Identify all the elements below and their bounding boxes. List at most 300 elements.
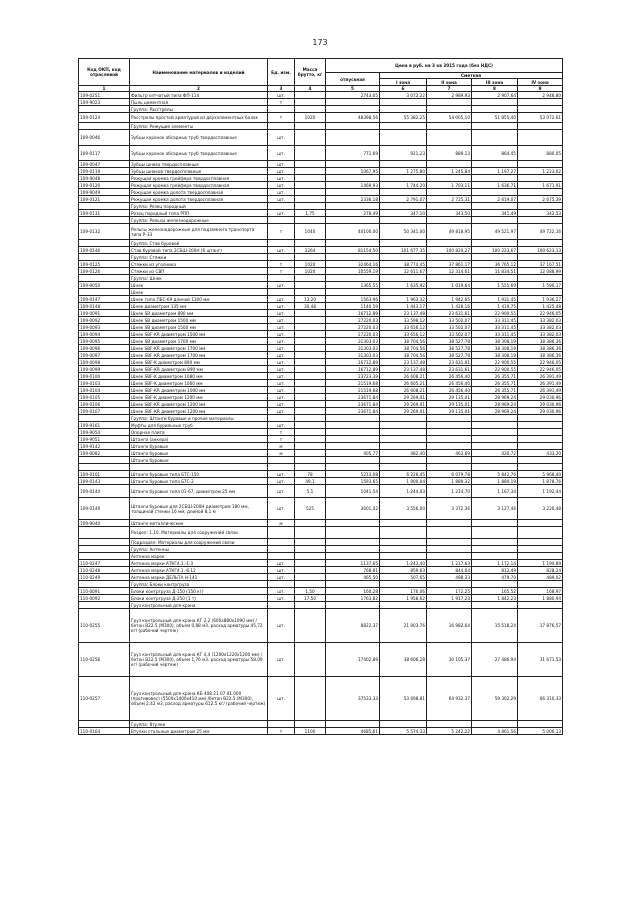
- cell-unit: [268, 527, 295, 539]
- cell-unit: шт.: [268, 373, 295, 380]
- cell-zone-3-price: [472, 106, 518, 113]
- cell-zone-1-price: [380, 123, 427, 130]
- cell-name: Шнек SBF-K диаметром 1060 мм: [130, 380, 268, 387]
- cell-mass: 78: [295, 471, 326, 478]
- cell-name: Группа: Став буровой: [130, 240, 268, 247]
- cell-zone-1-price: 3 072,22: [380, 92, 427, 99]
- cell-unit: шт.: [268, 485, 295, 498]
- table-row: [79, 574, 563, 581]
- cell-zone-4-price: [518, 203, 563, 210]
- cell-zone-3-price: [472, 289, 518, 296]
- cell-mass: [295, 429, 326, 436]
- cell-zone-3-price: 36 765,12: [472, 261, 518, 268]
- cell-zone-3-price: [472, 203, 518, 210]
- cell-zone-3-price: 22 900,55: [472, 310, 518, 317]
- header-zone-1: I зона: [380, 79, 427, 86]
- cell-release-price: 1365,55: [326, 282, 380, 289]
- cell-zone-2-price: [427, 436, 472, 443]
- table-row: [79, 268, 563, 275]
- cell-name: Шнек типа ПБС-69 длиной 1300 мм: [130, 296, 268, 303]
- cell-unit: м: [268, 450, 295, 457]
- table-row: [79, 553, 563, 560]
- cell-zone-4-price: 2 675,39: [518, 196, 563, 203]
- cell-zone-2-price: 1 942,65: [427, 296, 472, 303]
- cell-code: 110-0164: [79, 728, 130, 735]
- cell-release-price: 768,81: [326, 567, 380, 574]
- cell-mass: [295, 394, 326, 401]
- cell-zone-2-price: [427, 553, 472, 560]
- cell-zone-1-price: 23 137,48: [380, 359, 427, 366]
- cell-code: 109-0117: [79, 146, 130, 161]
- table-row: [79, 359, 563, 366]
- cell-mass: [295, 422, 326, 429]
- cell-name: Подраздел: Материалы для сооружений связи: [130, 539, 268, 546]
- cell-unit: [268, 539, 295, 546]
- cell-name: Штанги буровые: [130, 450, 268, 457]
- column-number: 4: [295, 86, 326, 92]
- cell-code: [79, 289, 130, 296]
- header-zone-3: III зона: [472, 79, 518, 86]
- cell-zone-2-price: [427, 275, 472, 282]
- cell-zone-1-price: [380, 443, 427, 450]
- cell-release-price: [326, 422, 380, 429]
- cell-zone-4-price: [518, 443, 563, 450]
- cell-code: 109-9051: [79, 436, 130, 443]
- cell-code: 109-0120: [79, 182, 130, 189]
- cell-unit: шт.: [268, 478, 295, 485]
- cell-release-price: [326, 123, 380, 130]
- cell-release-price: [326, 520, 380, 527]
- cell-name: Группа: Блоки контргруза: [130, 581, 268, 588]
- cell-zone-1-price: [380, 457, 427, 464]
- page-number: 173: [312, 38, 328, 47]
- cell-unit: м: [268, 520, 295, 527]
- cell-zone-3-price: 38 308,19: [472, 338, 518, 345]
- cell-unit: [268, 721, 295, 728]
- cell-mass: [295, 609, 326, 643]
- cell-zone-1-price: 921,23: [380, 146, 427, 161]
- cell-unit: шт.: [268, 574, 295, 581]
- cell-code: [79, 539, 130, 546]
- cell-release-price: [326, 289, 380, 296]
- cell-zone-3-price: [472, 553, 518, 560]
- cell-code: 109-0143: [79, 478, 130, 485]
- cell-release-price: [326, 553, 380, 560]
- cell-zone-2-price: 2 989,93: [427, 92, 472, 99]
- cell-unit: шт.: [268, 189, 295, 196]
- cell-code: 109-9142: [79, 443, 130, 450]
- cell-name: Шнек: [130, 289, 268, 296]
- cell-zone-1-price: 6 226,45: [380, 471, 427, 478]
- cell-mass: [295, 520, 326, 527]
- header-name: Наименование материалов и изделий: [130, 59, 268, 86]
- cell-zone-3-price: 26 355,71: [472, 380, 518, 387]
- cell-code: [79, 581, 130, 588]
- cell-zone-1-price: [380, 99, 427, 106]
- cell-unit: т: [268, 113, 295, 123]
- cell-zone-2-price: 1 217,63: [427, 560, 472, 567]
- table-row: [79, 203, 563, 210]
- cell-name: Штанги буровые для 2СБШ-200Н диаметром 180 мм, толщиной стенки 16 мм, длиной 8,1 м: [130, 498, 268, 520]
- cell-name: Шнек: [130, 282, 268, 289]
- cell-zone-3-price: 27 486,94: [472, 643, 518, 677]
- column-number: 1: [79, 86, 130, 92]
- cell-zone-2-price: 172,25: [427, 588, 472, 595]
- cell-name: Шнек SBF-K диаметром 1200 мм: [130, 394, 268, 401]
- cell-zone-4-price: 828,24: [518, 567, 563, 574]
- cell-zone-4-price: 37 167,51: [518, 261, 563, 268]
- cell-name: Шнек SBF-KR диаметром 1200 мм: [130, 401, 268, 408]
- cell-zone-4-price: [518, 175, 563, 182]
- cell-release-price: 160,28: [326, 588, 380, 595]
- cell-unit: шт.: [268, 380, 295, 387]
- cell-code: 109-0147: [79, 296, 130, 303]
- cell-unit: [268, 203, 295, 210]
- cell-release-price: 1763,82: [326, 595, 380, 602]
- column-number: 2: [130, 86, 268, 92]
- cell-unit: шт.: [268, 296, 295, 303]
- cell-code: [79, 602, 130, 609]
- cell-zone-4-price: 38 386,36: [518, 338, 563, 345]
- cell-mass: [295, 310, 326, 317]
- cell-mass: [295, 182, 326, 189]
- cell-zone-1-price: 1 963,32: [380, 296, 427, 303]
- cell-zone-4-price: [518, 161, 563, 168]
- cell-zone-2-price: 3 372,36: [427, 498, 472, 520]
- cell-zone-2-price: 1 917,23: [427, 595, 472, 602]
- table-row: [79, 457, 563, 464]
- cell-zone-1-price: 38 704,56: [380, 352, 427, 359]
- cell-release-price: [326, 527, 380, 539]
- cell-code: 110-0255: [79, 609, 130, 643]
- table-row: [79, 478, 563, 485]
- cell-zone-4-price: 26 391,49: [518, 373, 563, 380]
- cell-mass: [295, 168, 326, 175]
- cell-name: Расстрелы простой арматурой из двухэлементных балок: [130, 113, 268, 123]
- cell-code: 109-0101: [79, 471, 130, 478]
- cell-zone-2-price: 29 135,01: [427, 401, 472, 408]
- cell-mass: 17,50: [295, 595, 326, 602]
- cell-mass: [295, 464, 326, 471]
- cell-release-price: 37533,33: [326, 677, 380, 721]
- cell-zone-1-price: 23 137,48: [380, 366, 427, 373]
- cell-mass: [295, 99, 326, 106]
- cell-zone-1-price: [380, 422, 427, 429]
- cell-zone-2-price: 5 242,22: [427, 728, 472, 735]
- cell-unit: шт.: [268, 247, 295, 254]
- cell-code: 110-0257: [79, 677, 130, 721]
- table-row: [79, 296, 563, 303]
- cell-zone-1-price: [380, 546, 427, 553]
- cell-zone-2-price: 1 245,84: [427, 168, 472, 175]
- cell-zone-4-price: 1 936,27: [518, 296, 563, 303]
- cell-zone-3-price: [472, 99, 518, 106]
- cell-mass: [295, 217, 326, 224]
- cell-zone-2-price: [427, 175, 472, 182]
- cell-zone-1-price: [380, 106, 427, 113]
- cell-release-price: [326, 457, 380, 464]
- table-row: [79, 217, 563, 224]
- cell-zone-4-price: [518, 464, 563, 471]
- cell-zone-4-price: [518, 581, 563, 588]
- cell-mass: [295, 527, 326, 539]
- table-row: [79, 408, 563, 415]
- table-row: [79, 196, 563, 203]
- cell-mass: [295, 546, 326, 553]
- cell-release-price: [326, 217, 380, 224]
- cell-unit: шт.: [268, 498, 295, 520]
- cell-zone-1-price: 29 269,01: [380, 408, 427, 415]
- cell-zone-4-price: 2 948,80: [518, 92, 563, 99]
- cell-code: 109-0096: [79, 345, 130, 352]
- cell-mass: [295, 380, 326, 387]
- cell-zone-3-price: [472, 422, 518, 429]
- cell-release-price: 40100,00: [326, 224, 380, 240]
- cell-code: 109-0097: [79, 352, 130, 359]
- cell-unit: шт.: [268, 408, 295, 415]
- table-row: [79, 471, 563, 478]
- cell-zone-1-price: 1 900,04: [380, 478, 427, 485]
- cell-mass: [295, 560, 326, 567]
- cell-zone-4-price: 5 006,13: [518, 728, 563, 735]
- cell-zone-2-price: 1 214,70: [427, 485, 472, 498]
- cell-code: 109-0095: [79, 338, 130, 345]
- cell-zone-2-price: [427, 99, 472, 106]
- cell-zone-3-price: 1 172,14: [472, 560, 518, 567]
- cell-zone-4-price: [518, 254, 563, 261]
- cell-zone-2-price: [427, 106, 472, 113]
- cell-zone-1-price: [380, 527, 427, 539]
- cell-zone-4-price: 342,53: [518, 210, 563, 217]
- cell-unit: [268, 106, 295, 113]
- cell-unit: шт.: [268, 567, 295, 574]
- cell-unit: шт.: [268, 317, 295, 324]
- table-row: [79, 677, 563, 721]
- cell-name: Блоки контргруза Д-150 (150 кг): [130, 588, 268, 595]
- cell-mass: [295, 92, 326, 99]
- cell-release-price: 1563,96: [326, 296, 380, 303]
- cell-zone-1-price: [380, 539, 427, 546]
- cell-zone-1-price: [380, 464, 427, 471]
- cell-mass: [295, 602, 326, 609]
- cell-unit: [268, 553, 295, 560]
- cell-release-price: 1137,65: [326, 560, 380, 567]
- cell-zone-2-price: 1 019,64: [427, 282, 472, 289]
- cell-unit: шт.: [268, 471, 295, 478]
- cell-release-price: 23723,39: [326, 373, 380, 380]
- cell-name: Группа: Резец породный: [130, 203, 268, 210]
- cell-mass: [295, 415, 326, 422]
- header-estimate-price: Сметная: [380, 73, 563, 79]
- cell-zone-2-price: [427, 457, 472, 464]
- cell-name: Шнек диаметром 135 мм: [130, 303, 268, 310]
- cell-zone-4-price: 1 590,17: [518, 282, 563, 289]
- cell-mass: 525: [295, 498, 326, 520]
- cell-release-price: 2336,18: [326, 196, 380, 203]
- cell-mass: [295, 677, 326, 721]
- cell-name: Антенна марки АТКГ4.1.-6.12: [130, 567, 268, 574]
- cell-zone-3-price: 51 855,40: [472, 113, 518, 123]
- cell-zone-1-price: [380, 289, 427, 296]
- table-row: [79, 161, 563, 168]
- cell-zone-3-price: 5 842,76: [472, 471, 518, 478]
- cell-unit: м: [268, 443, 295, 450]
- cell-code: 109-0082: [79, 450, 130, 457]
- cell-release-price: [326, 130, 380, 146]
- cell-zone-1-price: [380, 130, 427, 146]
- cell-zone-4-price: 5 968,40: [518, 471, 563, 478]
- cell-zone-3-price: [472, 123, 518, 130]
- cell-zone-1-price: [380, 602, 427, 609]
- cell-zone-2-price: [427, 721, 472, 728]
- cell-name: Группа: Антенны: [130, 546, 268, 553]
- cell-release-price: 8822,37: [326, 609, 380, 643]
- cell-zone-2-price: 12 314,61: [427, 268, 472, 275]
- cell-zone-2-price: 37 861,17: [427, 261, 472, 268]
- cell-zone-2-price: 100 820,27: [427, 247, 472, 254]
- cell-name: Зубцы коронок обсадных труб твердосплавные: [130, 130, 268, 146]
- table-row: [79, 560, 563, 567]
- table-row: [79, 175, 563, 182]
- cell-zone-3-price: 59 302,29: [472, 677, 518, 721]
- cell-code: 109-0124: [79, 113, 130, 123]
- cell-name: Зубцы шнека твердосплавные: [130, 161, 268, 168]
- cell-zone-1-price: 1 958,62: [380, 595, 427, 602]
- cell-zone-1-price: 5 574,33: [380, 728, 427, 735]
- cell-zone-1-price: 33 656,12: [380, 324, 427, 331]
- cell-zone-1-price: 347,10: [380, 210, 427, 217]
- cell-name: Шнек SB диаметром 1500 мм: [130, 324, 268, 331]
- cell-release-price: 23671,84: [326, 394, 380, 401]
- cell-release-price: 21519,68: [326, 387, 380, 394]
- cell-name: Режущая кромка грейфера твердосплавная: [130, 175, 268, 182]
- cell-unit: шт.: [268, 182, 295, 189]
- cell-zone-4-price: 1 880,94: [518, 595, 563, 602]
- cell-zone-1-price: [380, 161, 427, 168]
- cell-release-price: [326, 99, 380, 106]
- cell-mass: 1,75: [295, 210, 326, 217]
- table-row: [79, 443, 563, 450]
- cell-unit: шт.: [268, 643, 295, 677]
- cell-code: 109-0106: [79, 401, 130, 408]
- cell-zone-1-price: 29 269,01: [380, 394, 427, 401]
- cell-zone-4-price: 26 391,49: [518, 380, 563, 387]
- cell-release-price: 31303,03: [326, 338, 380, 345]
- cell-name: Штанги буровые типа БТС-2: [130, 478, 268, 485]
- cell-zone-4-price: 53 072,61: [518, 113, 563, 123]
- cell-mass: [295, 574, 326, 581]
- cell-zone-4-price: [518, 123, 563, 130]
- cell-zone-3-price: [472, 429, 518, 436]
- cell-code: 109-0144: [79, 485, 130, 498]
- header-price-group: Цена в руб. на 3 кв 2015 года (без НДС): [326, 59, 563, 73]
- cell-unit: шт.: [268, 588, 295, 595]
- cell-zone-1-price: 50 341,00: [380, 224, 427, 240]
- cell-zone-2-price: 23 631,61: [427, 366, 472, 373]
- cell-code: [79, 721, 130, 728]
- cell-unit: шт.: [268, 130, 295, 146]
- table-row: [79, 168, 563, 175]
- cell-zone-1-price: 2 791,07: [380, 196, 427, 203]
- cell-zone-3-price: 1 197,27: [472, 168, 518, 175]
- table-row: [79, 182, 563, 189]
- cell-zone-4-price: 22 946,05: [518, 310, 563, 317]
- cell-zone-4-price: [518, 527, 563, 539]
- cell-name: Рельсы железнодорожные для подземного транспорта типа Р-33: [130, 224, 268, 240]
- cell-zone-3-price: 420,72: [472, 450, 518, 457]
- cell-zone-2-price: [427, 123, 472, 130]
- cell-release-price: 1140,59: [326, 303, 380, 310]
- table-row: [79, 415, 563, 422]
- cell-unit: [268, 415, 295, 422]
- cell-release-price: [326, 602, 380, 609]
- cell-release-price: 23671,84: [326, 401, 380, 408]
- header-code: Код ОКП, код отраслевой: [79, 59, 130, 86]
- cell-name: Шнек SBF-KR диаметром 1200 мм: [130, 408, 268, 415]
- cell-mass: [295, 450, 326, 457]
- cell-zone-4-price: [518, 520, 563, 527]
- table-row: [79, 485, 563, 498]
- cell-zone-4-price: [518, 436, 563, 443]
- cell-code: 109-0149: [79, 498, 130, 520]
- cell-zone-3-price: 33 311,45: [472, 331, 518, 338]
- cell-zone-3-price: 100 223,67: [472, 247, 518, 254]
- cell-code: 110-0256: [79, 643, 130, 677]
- header-zone-2: II зона: [427, 79, 472, 86]
- cell-unit: шт.: [268, 146, 295, 161]
- cell-zone-1-price: [380, 275, 427, 282]
- cell-zone-3-price: 341,49: [472, 210, 518, 217]
- cell-zone-1-price: 38 606,28: [380, 643, 427, 677]
- cell-zone-3-price: 864,45: [472, 146, 518, 161]
- cell-name: Пыль цементная: [130, 99, 268, 106]
- cell-name: Режущая кромка грейфера твердосплавная: [130, 182, 268, 189]
- column-number: 6: [380, 86, 427, 92]
- cell-unit: [268, 581, 295, 588]
- cell-zone-4-price: 3 220,48: [518, 498, 563, 520]
- cell-unit: шт.: [268, 92, 295, 99]
- table-row: [79, 310, 563, 317]
- cell-name: Режущая кромка долота твердосплавная: [130, 189, 268, 196]
- cell-zone-1-price: 38 704,56: [380, 345, 427, 352]
- cell-unit: [268, 275, 295, 282]
- cell-mass: [295, 275, 326, 282]
- cell-mass: [295, 161, 326, 168]
- cell-mass: 30,48: [295, 303, 326, 310]
- cell-unit: т: [268, 728, 295, 735]
- cell-code: 109-0131: [79, 210, 130, 217]
- cell-mass: [295, 130, 326, 146]
- table-row: [79, 92, 563, 99]
- cell-release-price: [326, 546, 380, 553]
- cell-mass: [295, 289, 326, 296]
- cell-zone-2-price: 33 502,07: [427, 317, 472, 324]
- cell-release-price: [326, 443, 380, 450]
- cell-code: 109-0132: [79, 224, 130, 240]
- cell-mass: 5,1: [295, 485, 326, 498]
- cell-zone-3-price: 33 311,45: [472, 324, 518, 331]
- cell-mass: [295, 373, 326, 380]
- table-row: [79, 436, 563, 443]
- cell-mass: [295, 366, 326, 373]
- cell-name: Груз контрольный для крана: [130, 602, 268, 609]
- cell-zone-1-price: 26 605,21: [380, 380, 427, 387]
- cell-code: [79, 553, 130, 560]
- cell-unit: [268, 217, 295, 224]
- cell-zone-2-price: [427, 581, 472, 588]
- cell-unit: т: [268, 436, 295, 443]
- cell-mass: 1020: [295, 113, 326, 123]
